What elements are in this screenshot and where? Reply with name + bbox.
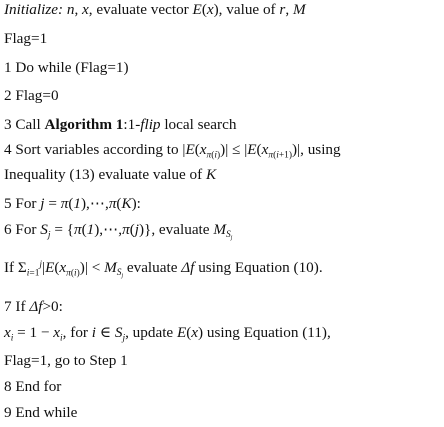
algorithm-block [4,0,440,427]
if-condition-line: If $\Sigma_{i=1}^j|E(x_{\pi(i)})| < M_{S_j}$ evaluate Δf using Equation (10). [4,259,323,280]
step-2-line [4,86,59,108]
step-1-line [4,58,129,80]
step-number: 1 [4,59,12,76]
step-text: Do while (Flag=1) [15,59,129,76]
step-number: 4 [4,141,12,158]
step-number: 2 [4,87,12,104]
step-number: 9 [4,404,12,421]
step-text: End while [15,404,78,421]
algorithm-reference: Algorithm 1 [44,116,124,133]
step-9-line [4,403,77,425]
step-5-line: 5 For j = π(1),⋯,π(K): [4,195,141,212]
initialize-label: Initialize: [4,1,64,18]
step-8-line [4,377,61,399]
step-text: Flag=0 [15,87,59,104]
step-text: End for [15,378,62,395]
flag-init-line: Flag=1 [4,30,48,47]
step-number: 8 [4,378,12,395]
step-number: 3 [4,116,12,133]
flag-goto-line: Flag=1, go to Step 1 [4,352,128,369]
step-text: Call [15,116,41,133]
initialize-line [4,0,306,22]
step-4-line: 4 Sort variables according to $|E(x_{\pi(i)})| \le |E(x_{\pi(i+1)})|$, using [4,141,341,161]
step-3-line: 3 Call Algorithm 1:1-flip local search [4,116,237,133]
step-6-line: 6 For $S_j$ = {π(1),⋯,π(j)}, evaluate $M_{S_j}$ [4,221,233,242]
step-4-continuation: Inequality (13) evaluate value of K [4,166,217,183]
step-7-line: 7 If Δf>0: [4,298,63,315]
initialize-text: n, x, evaluate vector E(x), value of r, M [66,1,306,18]
update-line: $x_i = 1 - x_i$, for i ∈ $S_j$, update E(x) using Equation (11), [4,324,331,344]
